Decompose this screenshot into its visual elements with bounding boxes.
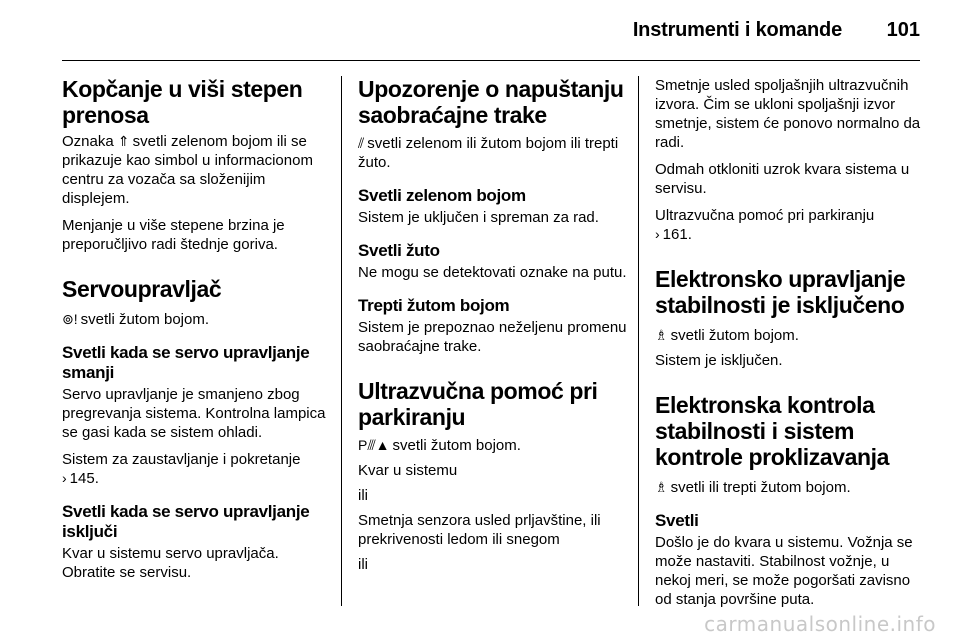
- paragraph: Odmah otkloniti uzrok kvara sistema u servisu.: [655, 161, 910, 197]
- column-divider: [638, 76, 639, 606]
- subsection-title: Trepti žutom bojom: [358, 296, 510, 315]
- lane-departure-icon: ⫽: [358, 135, 365, 151]
- paragraph: Sistem je uključen i spreman za rad.: [358, 209, 599, 226]
- paragraph: ili: [358, 487, 368, 504]
- paragraph: Smetnja senzora usled prljavštine, ili prekrivenosti ledom ili snegom: [358, 512, 601, 548]
- section-title-upshift: Kopčanje u viši stepen prenosa: [62, 76, 303, 128]
- page-reference: 161.: [662, 226, 692, 243]
- paragraph: Sistem za zaustavljanje i pokretanje › 145.: [62, 451, 301, 487]
- column-right: [655, 76, 923, 609]
- parking-assist-icon: P⫻▲: [358, 437, 390, 453]
- esc-icon: ♗: [655, 479, 668, 495]
- paragraph: Menjanje u više stepene brzina je preporučljivo radi štednje goriva.: [62, 217, 285, 253]
- section-title-esc: Elektronska kontrola stabilnosti i sistem kontrole proklizavanja: [655, 392, 890, 470]
- paragraph: Kvar u sistemu: [358, 462, 458, 479]
- page-header: [0, 0, 960, 60]
- page-reference-icon: ›: [62, 470, 67, 486]
- paragraph: Došlo je do kvara u sistemu. Vožnja se može nastaviti. Stabilnost vožnje, u nekoj meri, se može pogoršati zavisno od stanja površine puta.: [655, 534, 913, 608]
- paragraph: Ultrazvučna pomoć pri parkiranju › 161.: [655, 207, 875, 243]
- paragraph: ili: [358, 556, 368, 573]
- paragraph: Ne mogu se detektovati oznake na putu.: [358, 264, 627, 281]
- watermark: carmanualsonline.info: [704, 612, 936, 636]
- esc-off-icon: ♗: [655, 327, 668, 343]
- section-title-esc-off: Elektronsko upravljanje stabilnosti je isključeno: [655, 266, 906, 318]
- column-middle: [358, 76, 630, 574]
- paragraph: ⫽ svetli zelenom ili žutom bojom ili trepti žuto.: [358, 135, 619, 171]
- section-title-steering: Servoupravljač: [62, 276, 222, 302]
- paragraph: Servo upravljanje je smanjeno zbog pregrevanja sistema. Kontrolna lampica se gasi kada se sistem ohladi.: [62, 386, 326, 441]
- paragraph: ♗ svetli ili trepti žutom bojom.: [655, 479, 851, 496]
- paragraph: ♗ svetli žutom bojom.: [655, 327, 799, 344]
- upshift-icon: ⇑: [117, 133, 130, 149]
- subsection-title: Svetli zelenom bojom: [358, 186, 526, 205]
- page-number: 101: [886, 19, 920, 41]
- subsection-title: Svetli kada se servo upravljanje smanji: [62, 343, 310, 382]
- column-left: [62, 76, 334, 582]
- paragraph: Sistem je isključen.: [655, 352, 783, 369]
- section-title-lane: Upozorenje o napuštanju saobraćajne trake: [358, 76, 624, 128]
- paragraph: Kvar u sistemu servo upravljača. Obratite se servisu.: [62, 545, 279, 581]
- page-reference-icon: ›: [655, 226, 660, 242]
- header-divider: [62, 60, 920, 61]
- header-title: Instrumenti i komande: [632, 19, 842, 41]
- subsection-title: Svetli žuto: [358, 241, 440, 260]
- paragraph: P⫻▲ svetli žutom bojom.: [358, 437, 521, 454]
- paragraph: Oznaka ⇑ svetli zelenom bojom ili se prikazuje kao simbol u informacionom centru za vozača sa složenijim displejem.: [62, 133, 313, 207]
- paragraph: Smetnje usled spoljašnjih ultrazvučnih izvora. Čim se ukloni spoljašnji izvor smetnje, sistem će ponovo normalno da radi.: [655, 77, 921, 151]
- subsection-title: Svetli kada se servo upravljanje isključi: [62, 502, 310, 541]
- paragraph: Sistem je prepoznao neželjenu promenu saobraćajne trake.: [358, 319, 627, 355]
- subsection-title: Svetli: [655, 511, 699, 530]
- steering-warning-icon: ⊚!: [62, 311, 78, 327]
- paragraph: ⊚! svetli žutom bojom.: [62, 311, 210, 328]
- page-reference: 145.: [69, 470, 99, 487]
- column-divider: [341, 76, 342, 606]
- section-title-parking: Ultrazvučna pomoć pri parkiranju: [358, 378, 598, 430]
